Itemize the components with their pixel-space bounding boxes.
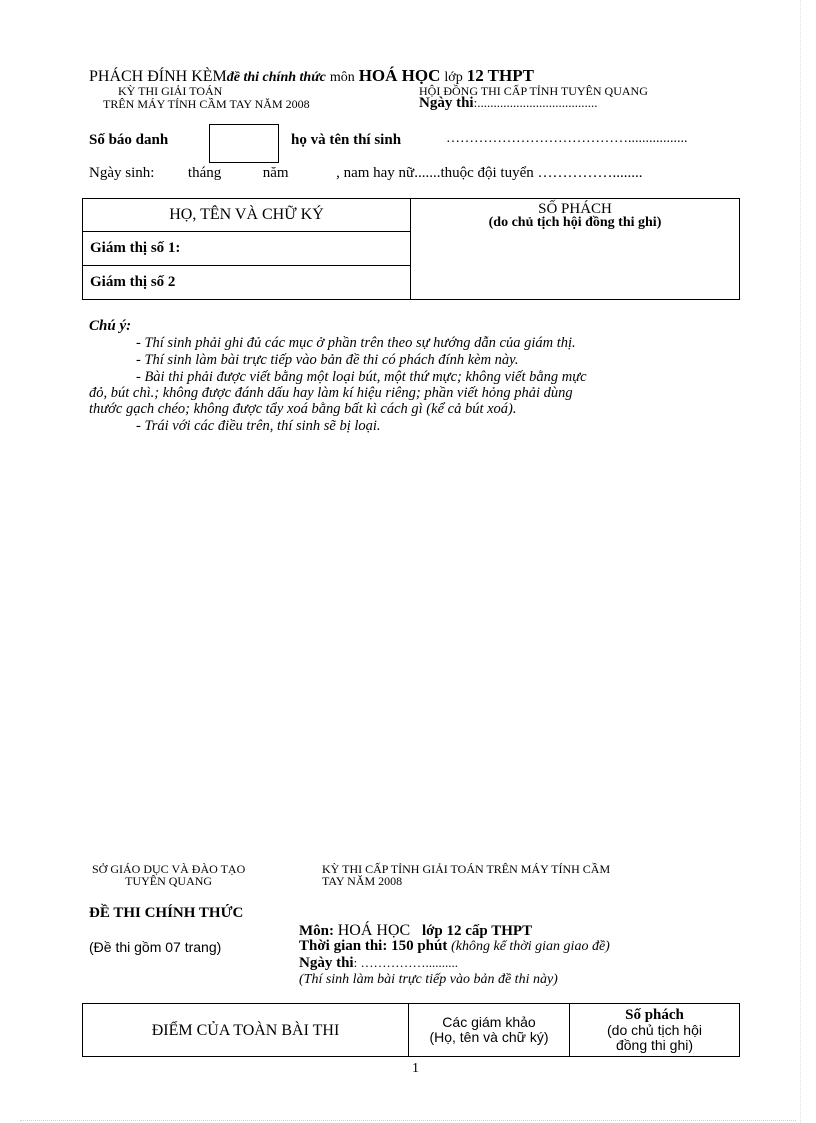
- note-item-4: - Trái với các điều trên, thí sinh sẽ bị loại.: [136, 418, 381, 434]
- page-number: 1: [412, 1061, 419, 1076]
- signature-table-header: HỌ, TÊN VÀ CHỮ KÝ: [83, 199, 411, 232]
- page-bottom-edge: [20, 1120, 796, 1121]
- sbd-input-box[interactable]: [209, 124, 279, 163]
- mon-label: môn: [329, 70, 355, 85]
- department-line2: TUYÊN QUANG: [125, 874, 213, 888]
- month-label: tháng: [187, 165, 222, 181]
- notes-title: Chú ý:: [89, 318, 132, 334]
- dob-row: [89, 165, 643, 182]
- exam-date-line: [419, 95, 597, 112]
- exam-title: [322, 862, 610, 889]
- date-line: [299, 955, 458, 972]
- date-dots: : ……………..........: [353, 955, 458, 970]
- so-phach-cell[interactable]: [411, 199, 740, 300]
- time-label: Thời gian thi: 150 phút: [299, 938, 448, 954]
- lop-label: lớp: [444, 70, 463, 85]
- gender-team-text: , nam hay nữ.......thuộc đội tuyển ……………........: [336, 165, 643, 181]
- so-phach-subtitle: (do chủ tịch hội đồng thi ghi): [488, 215, 662, 230]
- note-item-3a: - Bài thi phải được viết bằng một loại bút, một thứ mực; không viết bằng mực: [136, 369, 587, 385]
- phach-label: PHÁCH ĐÍNH KÈM: [89, 68, 227, 85]
- competition-title-line1: KỲ THI GIẢI TOÁN: [118, 84, 223, 98]
- official-exam-label: ĐỀ THI CHÍNH THỨC: [89, 905, 244, 921]
- exam-date-label: Ngày thi: [419, 95, 474, 111]
- department-title: [92, 862, 245, 889]
- year-label: năm: [262, 165, 289, 181]
- examiners-line1: Các giám khảo: [442, 1014, 536, 1030]
- de-thi-label: đề thi chính thức: [226, 70, 326, 85]
- grade-level: lớp 12 cấp THPT: [421, 923, 533, 939]
- page-right-edge: [800, 0, 801, 1123]
- department-line1: SỞ GIÁO DỤC VÀ ĐÀO TẠO: [92, 862, 246, 876]
- note-item-2: - Thí sinh làm bài trực tiếp vào bản đề thi có phách đính kèm này.: [136, 352, 519, 368]
- name-label: họ và tên thí sinh: [291, 132, 402, 148]
- so-phach-score-line2: (do chủ tịch hội: [607, 1021, 702, 1038]
- so-phach-score-title: Số phách: [625, 1006, 684, 1023]
- time-line: [299, 938, 610, 955]
- header-line: [89, 66, 534, 86]
- total-score-cell[interactable]: ĐIỂM CỦA TOÀN BÀI THI: [83, 1004, 409, 1057]
- subject-label: HOÁ HỌC: [358, 66, 441, 85]
- examiners-line2: (Họ, tên và chữ ký): [429, 1029, 549, 1045]
- signature-table: [82, 198, 740, 300]
- so-phach-score-line3: đồng thi ghi): [615, 1036, 694, 1053]
- sbd-label: Số báo danh: [89, 132, 169, 148]
- subject-name: HOÁ HỌC: [337, 922, 411, 939]
- subject-mon-label: Môn:: [299, 923, 334, 939]
- council-title: HỘI ĐỒNG THI CẤP TỈNH TUYÊN QUANG: [419, 84, 648, 98]
- date-label: Ngày thi: [299, 955, 354, 971]
- page-count-note: (Đề thi gồm 07 trang): [89, 939, 222, 955]
- score-table: [82, 1003, 740, 1057]
- proctor-1-cell[interactable]: Giám thị số 1:: [83, 232, 411, 266]
- examiners-cell[interactable]: [409, 1004, 570, 1057]
- competition-title-line2: TRÊN MÁY TÍNH CẦM TAY NĂM 2008: [103, 97, 310, 111]
- note-item-3b: đỏ, bút chì.; không được đánh dấu hay làm kí hiệu riêng; phần viết hỏng phải dùng: [89, 385, 573, 401]
- time-note: (không kể thời gian giao đề): [451, 939, 610, 954]
- instruction-line: (Thí sinh làm bài trực tiếp vào bản đề thi này): [299, 972, 558, 987]
- dob-label: Ngày sinh:: [89, 165, 155, 181]
- name-dots[interactable]: ………………………………….................: [446, 131, 688, 146]
- so-phach-title: SỐ PHÁCH: [538, 201, 612, 217]
- grade-label: 12 THPT: [466, 66, 534, 85]
- exam-title-line2: TAY NĂM 2008: [322, 874, 403, 888]
- proctor-2-cell[interactable]: Giám thị số 2: [83, 266, 411, 300]
- note-item-3c: thước gạch chéo; không được tẩy xoá bằng bất kì cách gì (kể cả bút xoá).: [89, 401, 517, 417]
- so-phach-score-cell[interactable]: [570, 1004, 740, 1057]
- note-item-1: - Thí sinh phải ghi đủ các mục ở phần trên theo sự hướng dẫn của giám thị.: [136, 335, 576, 351]
- exam-title-line1: KỲ THI CẤP TỈNH GIẢI TOÁN TRÊN MÁY TÍNH CẦM: [322, 862, 611, 876]
- exam-date-dots: :.....................................: [473, 95, 598, 110]
